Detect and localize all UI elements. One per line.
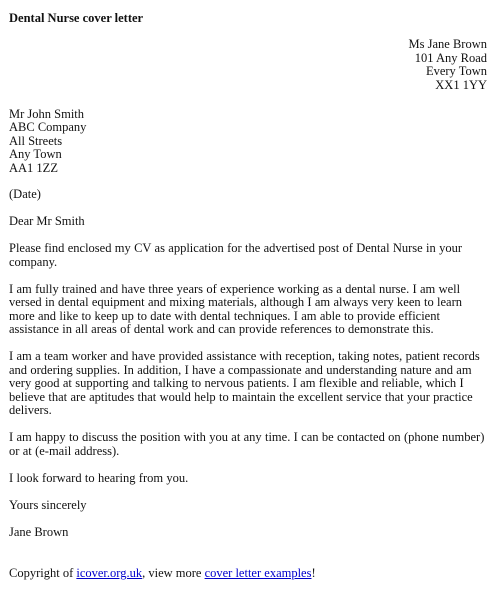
sender-town: Every Town xyxy=(425,64,487,79)
closing: Yours sincerely xyxy=(9,497,87,512)
cover-letter-examples-link[interactable]: cover letter examples xyxy=(204,566,312,581)
footer-middle: , view more xyxy=(142,566,205,581)
site-link[interactable]: icover.org.uk xyxy=(76,566,143,581)
recipient-street: All Streets xyxy=(9,133,63,148)
cover-letter-page xyxy=(9,10,487,580)
sender-street: 101 Any Road xyxy=(414,50,487,65)
signature-name: Jane Brown xyxy=(9,524,69,539)
salutation: Dear Mr Smith xyxy=(9,214,85,229)
sender-postcode: XX1 1YY xyxy=(435,78,487,93)
paragraph-intro: Please find enclosed my CV as application for the advertised post of Dental Nurse in your company. xyxy=(9,241,463,269)
copyright-footer xyxy=(9,566,487,580)
paragraph-closing-line: I look forward to hearing from you. xyxy=(9,470,189,485)
paragraph-contact: I am happy to discuss the position with you at any time. I can be contacted on (phone number) or at (e-mail address). xyxy=(9,430,485,458)
sender-address xyxy=(9,38,487,93)
letter-date: (Date) xyxy=(9,187,41,202)
recipient-town: Any Town xyxy=(9,147,62,162)
recipient-postcode: AA1 1ZZ xyxy=(9,160,58,175)
recipient-company: ABC Company xyxy=(9,120,87,135)
paragraph-skills: I am a team worker and have provided assistance with reception, taking notes, patient records and ordering supplies. In addition, I have a compassionate and understanding nature and am very good at supporting and talking to nervous patients. I am flexible and reliable, which I believe that are aptitudes that would help to maintain the excellent service that your practice delivers. xyxy=(9,349,480,418)
document-title: Dental Nurse cover letter xyxy=(9,11,144,25)
recipient-name: Mr John Smith xyxy=(9,106,85,121)
sender-name: Ms Jane Brown xyxy=(408,37,487,51)
recipient-address xyxy=(9,108,487,176)
footer-suffix: ! xyxy=(311,566,316,581)
paragraph-experience: I am fully trained and have three years of experience working as a dental nurse. I am well versed in dental equipment and mixing materials, although I am always very keen to learn more and like to keep up to date with dental techniques. I am able to provide efficient assistance in all areas of dental work and can provide references to demonstrate this. xyxy=(9,281,463,337)
footer-prefix: Copyright of xyxy=(9,566,77,581)
